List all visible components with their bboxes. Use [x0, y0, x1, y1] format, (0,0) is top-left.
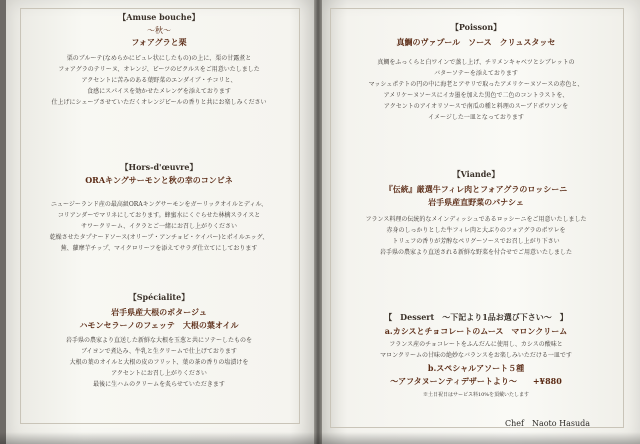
description-line: マロンクリームの甘味の絶妙なバランスをお楽しみいただける一皿です [380, 352, 572, 359]
amuse-bouche-heading: 【Amuse bouche】 [118, 12, 200, 22]
specialite-description [20, 335, 298, 390]
description-line: 仕上げにシェーブさせていただくオレンジピールの香りと共にお楽しみください [51, 99, 267, 106]
amuse-bouche-description [20, 53, 298, 108]
photo-bottom-shadow [0, 432, 640, 444]
dessert-option-b-name: b.スペシャルアソート５種 [427, 363, 525, 373]
description-line: コリアンダーでマリネにしております。蜂蜜水にくぐらせた林檎スライスと [57, 212, 261, 219]
book-gutter [314, 0, 322, 444]
amuse-bouche-dish-name: フォアグラと栗 [131, 37, 187, 47]
description-line: 赤身のしっかりとした牛フィレ肉と大ぶりのフォアグラのポワレを [386, 227, 566, 234]
viande-dish-name: 『伝統』厳選牛フィレ肉とフォアグラのロッシーニ [384, 184, 568, 194]
specialite-dish-subtitle: ハモンセラーノのフェッテ 大根の葉オイル [79, 320, 239, 330]
viande-heading: 【Viande】 [452, 169, 500, 179]
chef-signature: Chef Naoto Hasuda [505, 419, 591, 428]
description-line: 栗のブルーテ(なめらかにピュレ状にしたもの)の上に、栗の甘露煮と [66, 55, 252, 62]
hors-doeuvre-dish-name: ORAキングサーモンと秋の幸のコンビネ [85, 175, 233, 185]
specialite-dish-name: 岩手県産大根のポタージュ [111, 307, 207, 317]
specialite-section [20, 292, 298, 390]
description-line: ニュージーランド産の最高級ORAキングサーモンをガーリックオイルとディル、 [51, 201, 267, 208]
dessert-option-a-name: a.カシスとチョコレートのムース マロンクリーム [384, 326, 568, 336]
service-charge-note: ※土日祝日はサービス料10%を頂戴いたします [422, 392, 530, 398]
description-line: フランス産のチョコレートをふんだんに使用し、カシスの酸味と [389, 341, 563, 348]
viande-section [330, 169, 622, 258]
amuse-bouche-season: 〜秋〜 [147, 26, 171, 35]
dessert-heading: 【 Dessert 〜下記より1品お選び下さい〜 】 [384, 312, 568, 322]
description-line: アメリケーヌソースにイカ墨を加えた黒色で二色のコントラストを、 [383, 92, 569, 99]
description-line: 食感にスパイスを効かせたメレンゲを添えております [87, 88, 231, 95]
description-line: バターソテーを添えております [434, 70, 518, 77]
dessert-option-b-price: 〜アフタヌーンティデザートより〜 +¥880 [390, 376, 562, 386]
hors-doeuvre-heading: 【Hors-d'œuvre】 [120, 162, 198, 172]
dessert-section [330, 312, 622, 399]
specialite-heading: 【Spécialite】 [128, 292, 190, 302]
description-line: アクセントに苦みのある葉野菜のエンダイブ・チコリと、 [81, 77, 237, 84]
description-line: フォアグラのテリーヌ、オレンジ、ビーツのピクルスをご用意いたしました [58, 66, 260, 73]
hors-doeuvre-section [20, 162, 298, 254]
viande-dish-subtitle: 岩手県産直野菜のパナシェ [428, 197, 524, 207]
description-line: アクセントのアイオリソースで南瓜の種と料理のスーブドポワソンを [383, 103, 569, 110]
description-line: ブイヨンで煮込み、牛乳と生クリームで仕上げております [81, 348, 237, 355]
description-line: マッシュポテトの円の中に海老とアサリで取ったアメリケーヌソースの赤色と、 [368, 81, 584, 88]
description-line: 大根の葉のオイルと大根の皮のフリット、葉の茶の香りの塩漬けを [69, 359, 249, 366]
description-line: 最後に生ハムのクリームを炙らせていただきます [93, 381, 225, 388]
viande-description [330, 214, 622, 258]
hors-doeuvre-description [20, 199, 298, 254]
description-line: サワークリーム、イクラとご一緒にお召し上がりください [80, 223, 238, 230]
description-line: トリュフの香りが芳醇なペリグーソースでお召し上がり下さい [392, 238, 560, 245]
description-line: フランス料理の伝統的なメインディッシュであるロッシーニをご用意いたしました [365, 216, 587, 223]
amuse-bouche-section [20, 12, 298, 108]
description-line: 乾燥させたタプナードソース(オリーブ・アンチョビ・ケイパー)とポイルエッグ、 [49, 234, 269, 241]
description-line: 蕪、蘿摩芋チップ、マイクロリーフを添えてサラダ仕立てにしております [60, 245, 258, 252]
description-line: イメージした一皿となっております [428, 114, 524, 121]
description-line: 岩手県の農家より直送した新鮮な大根を玉葱と共にソテーしたものを [65, 337, 252, 344]
poisson-description [330, 57, 622, 123]
description-line: アクセントにお召し上がりください [111, 370, 207, 377]
dessert-option-a-description [330, 339, 622, 361]
poisson-heading: 【Poisson】 [450, 22, 502, 32]
description-line: 岩手県の農家より直送される新鮮な野菜を付合せでご用意いたしました [379, 249, 572, 256]
poisson-section [330, 22, 622, 123]
description-line: 真鯛をふっくらと白ワインで蒸し上げ、チリメンキャベツとシブレットの [377, 59, 575, 66]
poisson-dish-name: 真鯛のヴァプール ソース クリュスタッセ [396, 37, 556, 47]
